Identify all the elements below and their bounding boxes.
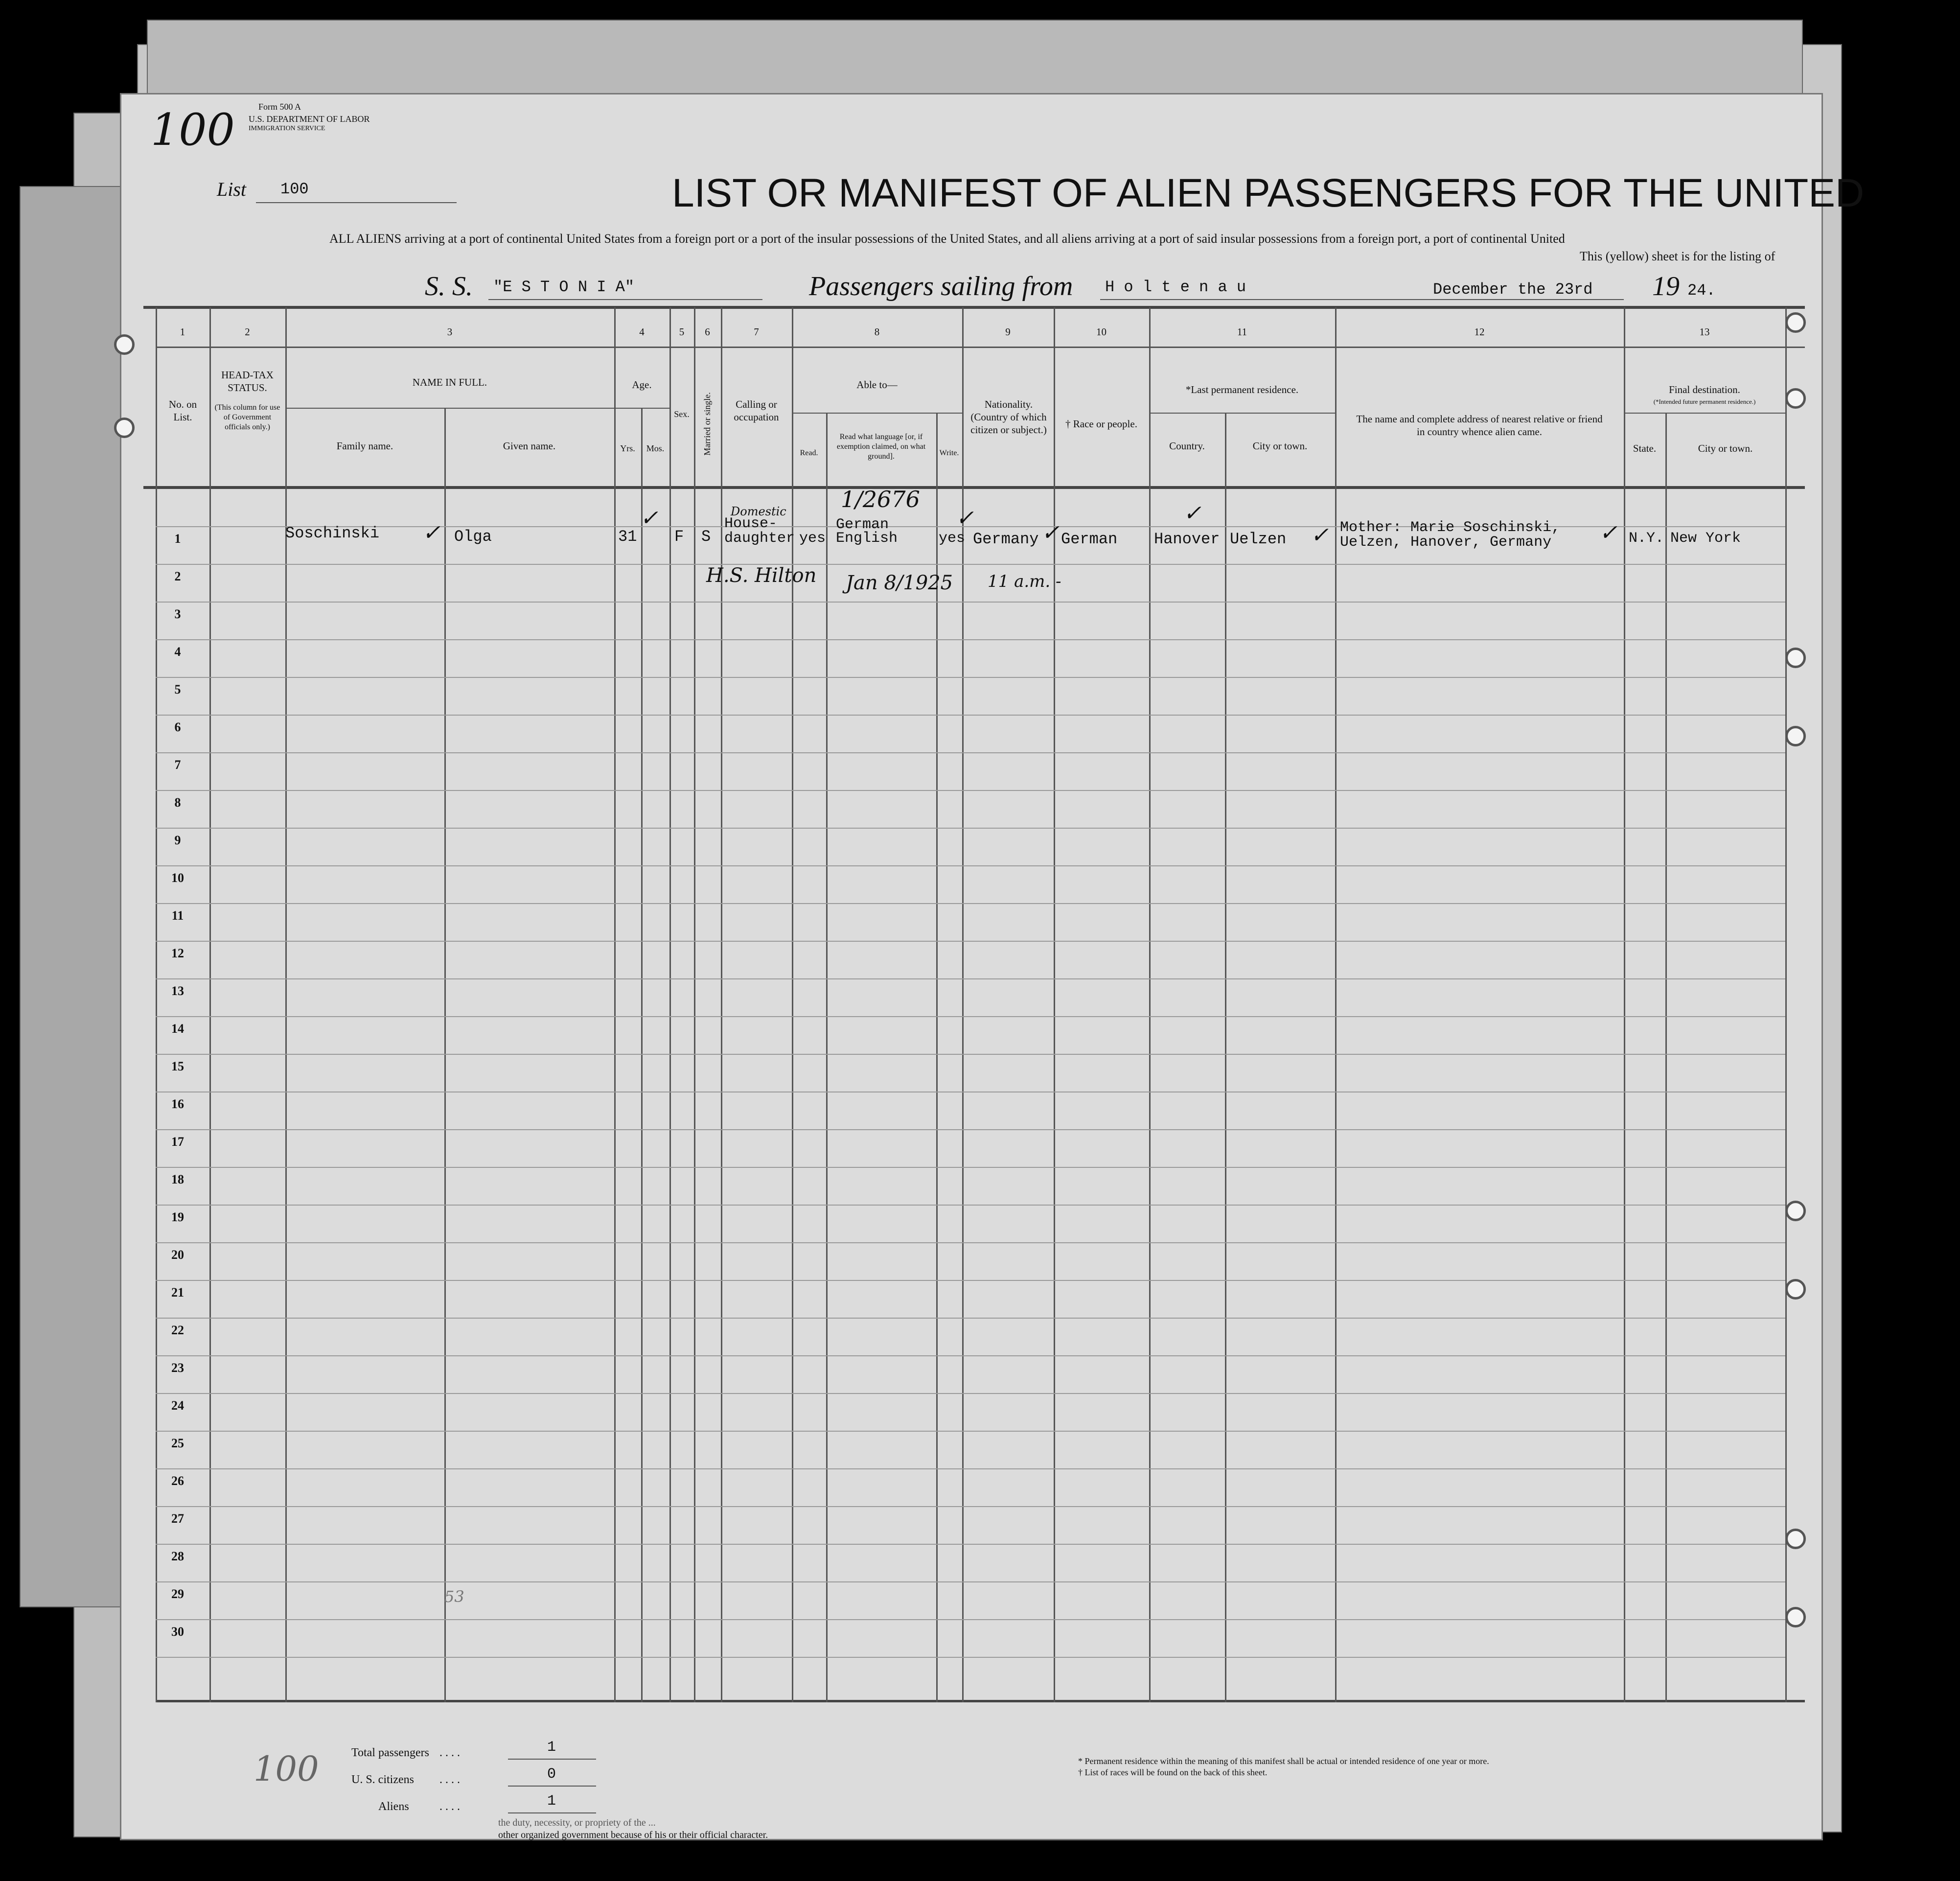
header-write: Write. [939,449,959,457]
col-divider [1665,413,1667,1702]
us-citizens-value: 0 [547,1766,556,1783]
year-suffix: 24. [1687,281,1716,300]
punch-hole [1785,1201,1806,1221]
header-bottom-rule [143,486,1805,489]
service-label: IMMIGRATION SERVICE [249,125,325,132]
row-number: 13 [171,984,184,998]
punch-hole [1785,1607,1806,1627]
port-name: H o l t e n a u [1105,278,1246,296]
row-rule [156,1506,1785,1507]
row-rule [156,1167,1785,1168]
entry-dest-state: N.Y. [1629,530,1664,547]
dots: . . . . [439,1746,460,1759]
row-number: 12 [171,946,184,960]
entry-married: S [701,528,711,546]
annotation-time: 11 a.m. - [988,572,1061,591]
total-passengers-label: Total passengers [351,1746,429,1759]
row-number: 9 [174,833,181,847]
annotation-date: Jan 8/1925 [846,572,953,594]
row-number: 25 [171,1436,184,1450]
totals-underline [508,1786,596,1787]
col-divider [1149,307,1151,1702]
row-rule [156,1657,1785,1658]
check-mark-icon: ✓ [640,506,658,531]
col-divider [792,307,793,1702]
entry-race: German [1061,530,1118,548]
aliens-value: 1 [547,1793,556,1810]
punch-hole [1785,312,1806,333]
entry-relative-2: Uelzen, Hanover, Germany [1340,534,1552,551]
totals-underline [508,1759,596,1760]
entry-language-1: German [836,516,889,533]
entry-city: Uelzen [1230,530,1287,548]
row-rule [156,715,1785,716]
punch-hole [1785,648,1806,668]
entry-sex: F [674,528,684,546]
header-final-destination: Final destination. [1669,384,1740,395]
entry-country: Hanover [1154,530,1220,548]
col-divider [614,307,616,1702]
punch-hole [1785,726,1806,746]
col-number-7: 7 [754,326,759,338]
row-rule [156,1242,1785,1243]
header-last-residence: *Last permanent residence. [1185,384,1299,395]
row-number: 2 [174,569,181,583]
col-number-10: 10 [1096,326,1107,338]
col-number-5: 5 [679,326,685,338]
table-bottom-rule [156,1700,1805,1702]
stamp-number: 100 [151,104,235,156]
subheader-rule [792,413,962,414]
header-sex: Sex. [674,409,690,419]
subheader-rule [1149,413,1335,414]
col-number-12: 12 [1474,326,1485,338]
header-final-note: (*Intended future permanent residence.) [1653,398,1756,405]
header-race: † Race or people. [1065,418,1137,430]
annotation-code: 1/2676 [841,486,920,512]
header-no-on-list: No. on List. [168,398,197,423]
col-divider [1225,413,1226,1702]
col-number-2: 2 [245,326,250,338]
row-rule [156,1205,1785,1206]
col-number-8: 8 [874,326,880,338]
row-number: 18 [171,1172,184,1186]
row-number: 1 [174,532,181,546]
row-rule [156,978,1785,979]
page-title: LIST OR MANIFEST OF ALIEN PASSENGERS FOR THE UNITED [672,171,1865,215]
row-number: 28 [171,1549,184,1563]
row-rule [156,828,1785,829]
row-number: 27 [171,1511,184,1526]
col-number-1: 1 [180,326,185,338]
manifest-sheet [120,93,1865,1840]
check-mark-icon: ✓ [422,520,440,545]
header-mos: Mos. [646,443,665,453]
col-number-9: 9 [1005,326,1011,338]
row-number: 30 [171,1625,184,1639]
annotation-domestic: Domestic [731,505,786,518]
header-head-tax: HEAD-TAX STATUS. [221,369,274,394]
row-number: 17 [171,1135,184,1149]
list-underline [256,202,457,203]
column-number-rule [156,347,1805,348]
row-number: 26 [171,1474,184,1488]
row-rule [156,602,1785,603]
row-number: 19 [171,1210,184,1224]
header-calling: Calling or occupation [734,398,779,423]
department-label: U.S. DEPARTMENT OF LABOR [249,114,370,124]
header-read-language: Read what language [or, if exemption claimed, on what ground]. [836,433,926,461]
col-number-6: 6 [705,326,710,338]
col-divider [1785,307,1787,1702]
bottom-line-2: other organized government because of his or their official character. [498,1830,768,1840]
row-number: 22 [171,1323,184,1337]
row-rule [156,1318,1785,1319]
col-divider [694,307,695,1702]
col-divider [1335,307,1337,1702]
col-divider [156,307,157,1702]
row-rule [156,1091,1785,1092]
punch-hole [1785,1279,1806,1300]
row-number: 21 [171,1285,184,1300]
row-rule [156,1280,1785,1281]
footnote-2: † List of races will be found on the back of this sheet. [1078,1767,1268,1777]
row-rule [156,941,1785,942]
check-mark-icon: ✓ [1599,520,1617,545]
header-dest-city: City or town. [1698,442,1753,454]
punch-hole [1785,388,1806,409]
form-number: Form 500 A [258,102,301,112]
header-given-name: Given name. [503,440,556,452]
check-mark-icon: ✓ [956,506,974,531]
col-divider [1624,307,1625,1702]
entry-nationality: Germany [973,530,1039,548]
total-passengers-value: 1 [547,1739,556,1756]
entry-read: yes [799,530,826,547]
annotation-pencil-53: 53 [444,1587,464,1606]
row-rule [156,1468,1785,1469]
row-rule [156,1016,1785,1017]
header-state: State. [1633,442,1657,454]
col-divider [285,307,287,1702]
punch-hole [114,334,135,355]
sailing-date: December the 23rd [1433,280,1593,299]
row-rule [156,1054,1785,1055]
row-rule [156,677,1785,678]
row-number: 11 [171,908,184,923]
header-relative: The name and complete address of nearest relative or friend in country whence alien came. [1356,413,1603,438]
row-rule [156,564,1785,565]
footnote-1: * Permanent residence within the meaning of this manifest shall be actual or intended residence of one year or more. [1078,1756,1489,1766]
header-name-in-full: NAME IN FULL. [412,376,487,388]
punch-hole [1785,1529,1806,1549]
col-divider [669,307,671,1702]
header-head-tax-note: (This column for use of Government officials only.) [214,403,280,431]
subheader-rule [1624,413,1785,414]
ship-name: "E S T O N I A" [493,278,635,296]
row-number: 5 [174,682,181,697]
entry-language-2: English [836,530,898,547]
annotation-signature: H.S. Hilton [706,564,817,587]
row-number: 6 [174,720,181,734]
date-underline [1428,299,1624,300]
header-nationality: Nationality. (Country of which citizen or subject.) [970,398,1047,436]
subtitle-line-2: This (yellow) sheet is for the listing of [1580,249,1776,263]
check-mark-icon: ✓ [1041,520,1060,545]
entry-occupation-1: House- [724,515,778,532]
row-number: 4 [174,645,181,659]
row-number: 15 [171,1059,184,1073]
row-rule [156,752,1785,753]
list-number: 100 [280,180,309,198]
totals-underline [508,1812,596,1813]
col-number-3: 3 [447,326,453,338]
year-prefix: 19 [1652,271,1680,302]
row-number: 24 [171,1398,184,1413]
bottom-line-1: the duty, necessity, or propriety of the ... [498,1817,656,1828]
row-number: 14 [171,1022,184,1036]
row-rule [156,1544,1785,1545]
row-rule [156,639,1785,640]
dots: . . . . [439,1800,460,1813]
header-country: Country. [1169,440,1205,452]
row-rules [156,488,1785,1790]
row-number: 16 [171,1097,184,1111]
row-rule [156,1393,1785,1394]
row-rule [156,1431,1785,1432]
header-married: Married or single. [702,392,712,456]
sailing-label: Passengers sailing from [809,271,1073,302]
punch-hole [114,418,135,438]
row-rule [156,1619,1785,1620]
col-divider [721,307,722,1702]
header-able-to: Able to— [856,379,898,391]
subheader-rule [285,408,669,409]
row-number: 3 [174,607,181,621]
ship-underline [488,299,762,300]
header-city: City or town. [1252,440,1308,452]
row-number: 29 [171,1587,184,1601]
col-divider [826,413,828,1702]
row-rule [156,1581,1785,1582]
row-number: 10 [171,871,184,885]
row-rule [156,1129,1785,1130]
col-number-4: 4 [639,326,645,338]
row-rule [156,865,1785,866]
entry-write: yes [939,530,966,547]
check-mark-icon: ✓ [1311,523,1329,548]
entry-occupation-2: daughter [724,530,795,547]
check-mark-icon: ✓ [1183,501,1201,526]
col-divider [1054,307,1055,1702]
entry-family-name: Soschinski [285,524,380,542]
list-label: List [217,178,247,200]
header-age: Age. [632,379,652,391]
us-citizens-label: U. S. citizens [351,1773,414,1786]
row-number: 20 [171,1248,184,1262]
header-yrs: Yrs. [620,443,635,453]
header-family-name: Family name. [336,440,393,452]
row-rule [156,790,1785,791]
row-rule [156,903,1785,904]
row-number: 23 [171,1361,184,1375]
col-divider [936,413,938,1702]
subtitle-line-1: ALL ALIENS arriving at a port of continental United States from a foreign port or a port of the insular possessions of the United States, and all aliens arriving at a port of said insular possessions from a foreign port, a port of continental United [329,232,1565,246]
row-number: 8 [174,795,181,810]
header-read: Read. [800,449,818,457]
entry-given-name: Olga [454,528,492,546]
entry-age: 31 [618,528,637,546]
entry-dest-city: New York [1670,530,1741,547]
entry-relative-1: Mother: Marie Soschinski, [1340,519,1561,536]
col-number-13: 13 [1699,326,1710,338]
col-divider [209,307,211,1702]
annotation-pencil-100: 100 [254,1749,319,1789]
col-number-11: 11 [1237,326,1247,338]
row-number: 7 [174,758,181,772]
dots: . . . . [439,1773,460,1786]
row-rule [156,1355,1785,1356]
aliens-label: Aliens [378,1800,409,1813]
ss-label: S. S. [425,271,473,302]
table-top-rule [143,306,1805,309]
